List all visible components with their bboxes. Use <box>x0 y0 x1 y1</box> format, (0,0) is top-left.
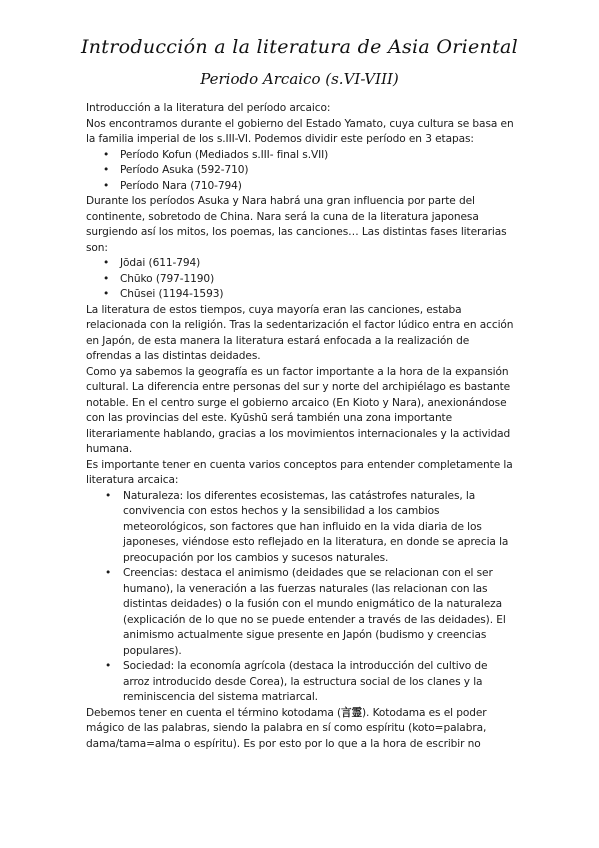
list-item: • Chūko (797-1190) <box>86 272 516 288</box>
document-title: Introducción a la literatura de Asia Oriental <box>80 36 519 58</box>
paragraph-yamato: Nos encontramos durante el gobierno del Estado Yamato, cuya cultura se basa en la familia imperial de los s.III-VI. Podemos dividir este período en 3 etapas: <box>86 117 514 145</box>
document-subtitle: Periodo Arcaico (s.VI-VIII) <box>200 70 399 88</box>
paragraph-religion: La literatura de estos tiempos, cuya mayoría eran las canciones, estaba relacionada con la religión. Tras la sedentarización el factor lúdico entra en acción en Japón, de esta manera la literatura estará enfocada a la realización de ofrendas a las distintas deidades. <box>86 303 514 362</box>
list-item: • Naturaleza: los diferentes ecosistemas, las catástrofes naturales, la convivencia con estos hechos y la sensibilidad a los cambios meteorológicos, son factores que han influido en la vida diaria de los japoneses, viéndose esto reflejado en la literatura, en donde se aprecia la preocupación por los cambios y sucesos naturales. <box>86 489 516 567</box>
list-item: • Período Nara (710-794) <box>86 179 516 195</box>
document-body <box>86 101 516 752</box>
periods-list <box>86 148 516 195</box>
paragraph-concepts-intro: Es importante tener en cuenta varios conceptos para entender completamente la literatura arcaica: <box>86 458 513 486</box>
paragraph-geography: Como ya sabemos la geografía es un factor importante a la hora de la expansión cultural. La diferencia entre personas del sur y norte del archipiélago es bastante notable. En el centro surge el gobierno arcaico (En Kioto y Nara), anexionándose con las provincias del este. Kyūshū será también una zona importante literariamente hablando, gracias a los movimientos internacionales y la actividad humana. <box>86 365 511 455</box>
list-item: • Período Kofun (Mediados s.III- final s.VII) <box>86 148 516 164</box>
list-item: • Chūsei (1194-1593) <box>86 287 516 303</box>
kotodama-text-after: ). Kotodama es el poder mágico de las palabras, siendo la palabra en sí como espíritu (koto=palabra, dama/tama=alma o espíritu). Es por esto por lo que a la hora de escribir no <box>86 706 487 750</box>
list-item: • Creencias: destaca el animismo (deidades que se relacionan con el ser humano), la veneración a las fuerzas naturales (las relacionan con las distintas deidades) o la fusión con el mundo enigmático de la naturaleza (explicación de lo que no se puede entender a través de las deidades). El animismo actualmente sigue presente en Japón (budismo y creencias populares). <box>86 566 516 659</box>
kotodama-text-before: Debemos tener en cuenta el término kotodama ( <box>86 706 342 719</box>
kotodama-kanji: 言霊 <box>341 706 363 719</box>
paragraph-asuka-nara: Durante los períodos Asuka y Nara habrá una gran influencia por parte del continente, sobretodo de China. Nara será la cuna de la literatura japonesa surgiendo así los mitos, los poemas, las canciones… Las distintas fases literarias son: <box>86 195 507 254</box>
concepts-list <box>86 489 516 706</box>
phases-list <box>86 256 516 303</box>
paragraph-intro-heading: Introducción a la literatura del período arcaico: <box>86 102 331 114</box>
list-item: • Jōdai (611-794) <box>86 256 516 272</box>
paragraph-kotodama <box>86 706 516 753</box>
list-item: • Sociedad: la economía agrícola (destaca la introducción del cultivo de arroz introducido desde Corea), la estructura social de los clanes y la reminiscencia del sistema matriarcal. <box>86 659 516 706</box>
list-item: • Período Asuka (592-710) <box>86 163 516 179</box>
